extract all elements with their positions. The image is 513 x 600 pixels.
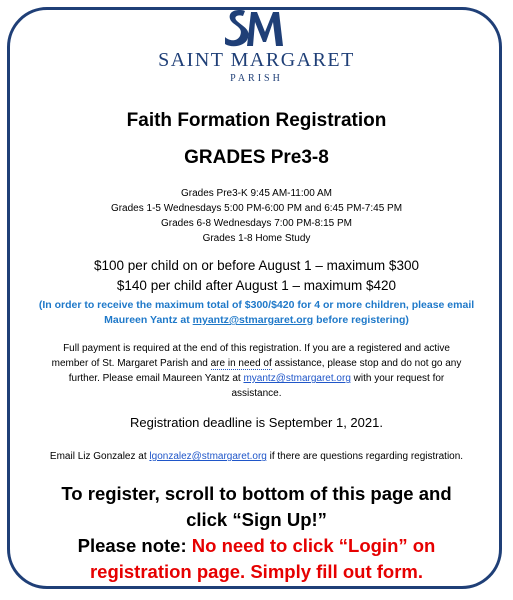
note-text-end: before registering)	[313, 314, 409, 326]
cta-line-1: To register, scroll to bottom of this page and	[61, 483, 452, 504]
cta-note-red-2: registration page. Simply fill out form.	[89, 561, 424, 582]
contact-suffix: if there are questions regarding registration.	[266, 451, 464, 462]
contact-prefix: Email Liz Gonzalez at	[49, 451, 150, 462]
note-text-start: (In order to receive the maximum total of $300/$420 for 4 or more children, please email Maureen Yantz at	[38, 299, 475, 326]
assist-text-2: assistance, please stop and do not go any further. Please email Maureen Yantz at	[68, 358, 462, 384]
assistance-paragraph	[45, 341, 468, 401]
call-to-action	[0, 481, 513, 585]
sm-monogram-logo	[221, 6, 293, 48]
price-line-late: $140 per child after August 1 – maximum $420	[116, 278, 397, 293]
brand-subtitle: PARISH	[230, 73, 283, 84]
assist-text-3: with your request for assistance.	[231, 373, 445, 399]
brand-name: SAINT MARGARET	[158, 49, 355, 71]
cta-note-label: Please note:	[77, 535, 192, 556]
assist-email-link[interactable]: myantz@stmargaret.org	[243, 373, 351, 384]
schedule-item: Grades 1-5 Wednesdays 5:00 PM-6:00 PM and 6:45 PM-7:45 PM	[110, 203, 403, 214]
schedule-item: Grades 1-8 Home Study	[202, 233, 311, 244]
note-email-link[interactable]: myantz@stmargaret.org	[192, 314, 314, 326]
page-title: Faith Formation Registration	[126, 110, 387, 131]
assist-text-1: Full payment is required at the end of this registration. If you are a registered and active member of St. Margaret Parish and	[51, 343, 450, 369]
assist-text-dotted: are in need of	[210, 358, 272, 369]
cta-note-red-1: No need to click “Login” on	[191, 535, 436, 556]
schedule-item: Grades Pre3-K 9:45 AM-11:00 AM	[180, 188, 332, 199]
price-line-early: $100 per child on or before August 1 – maximum $300	[94, 258, 419, 273]
discount-note	[20, 298, 493, 328]
registration-deadline: Registration deadline is September 1, 2021.	[130, 415, 383, 430]
contact-email-link[interactable]: lgonzalez@stmargaret.org	[149, 451, 267, 462]
cta-line-2: click “Sign Up!”	[186, 509, 327, 530]
cta-note-line	[0, 533, 513, 559]
schedule-item: Grades 6-8 Wednesdays 7:00 PM-8:15 PM	[160, 218, 353, 229]
contact-line	[0, 451, 513, 462]
grades-heading: GRADES Pre3-8	[184, 147, 329, 168]
schedule-list	[0, 186, 513, 246]
